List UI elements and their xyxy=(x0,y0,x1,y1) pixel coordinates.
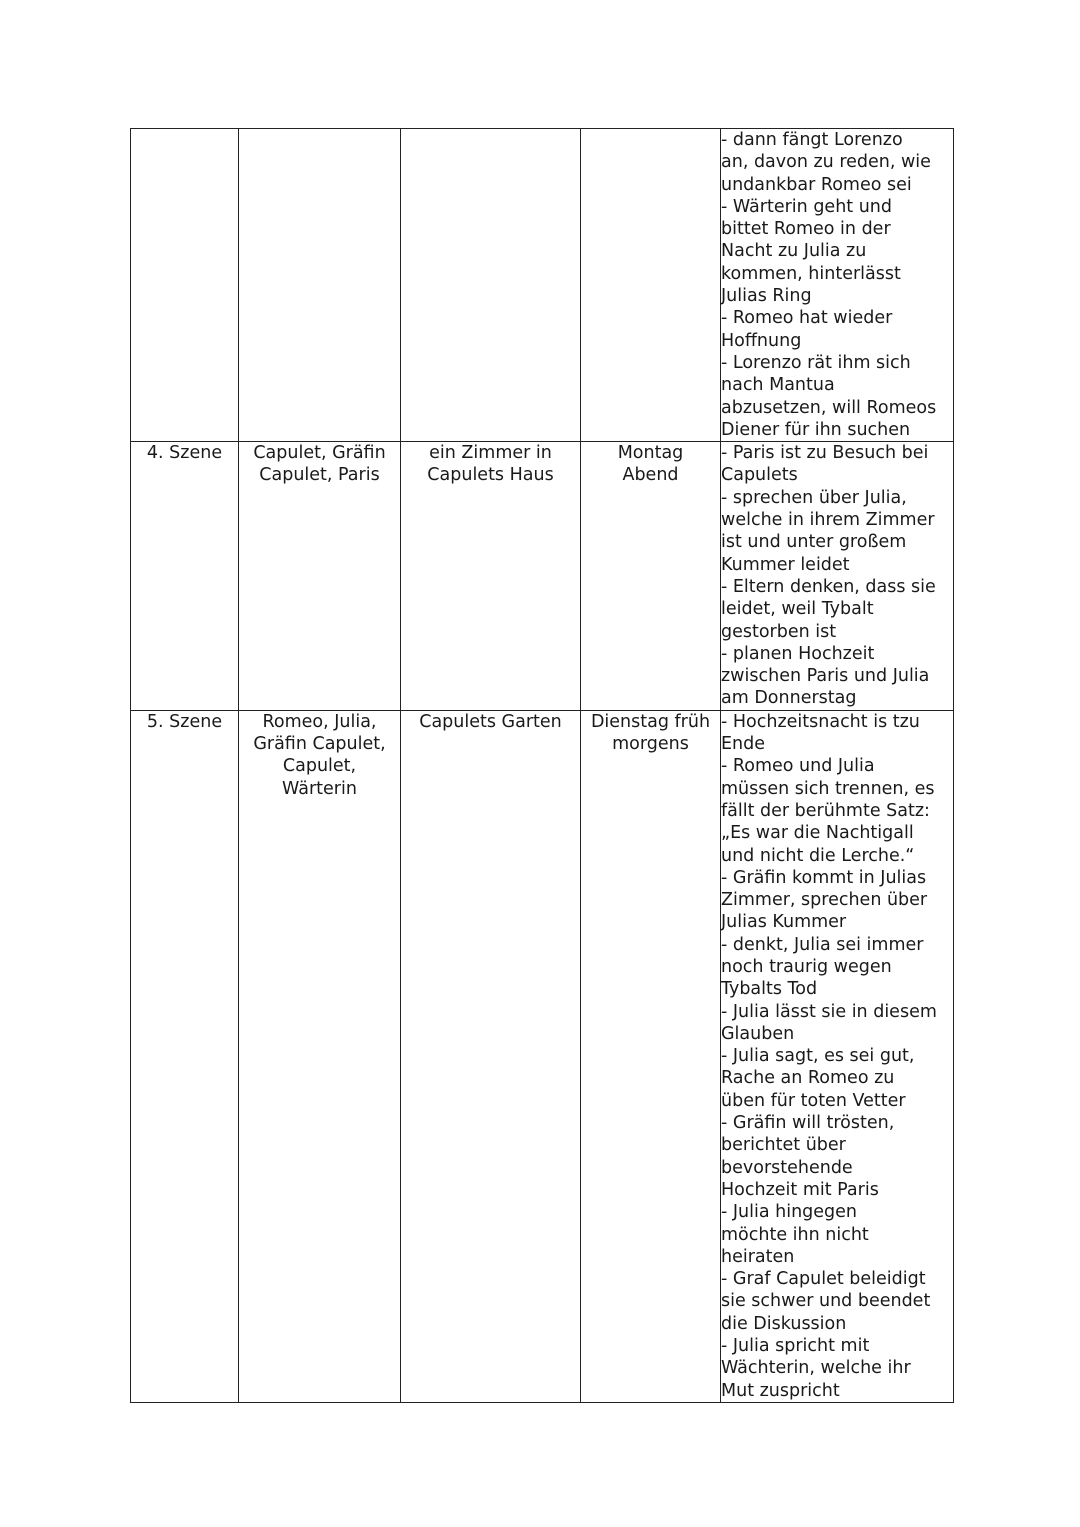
location-cell xyxy=(401,442,581,711)
cell-line: müssen sich trennen, es xyxy=(721,778,935,799)
cell-line: üben für toten Vetter xyxy=(721,1090,906,1111)
cell-line: „Es war die Nachtigall xyxy=(721,823,914,844)
cell-line: Romeo, Julia, xyxy=(262,711,377,732)
cell-line: ein Zimmer in xyxy=(429,443,552,464)
cell-line: berichtet über xyxy=(721,1135,846,1156)
cell-line: bittet Romeo in der xyxy=(721,219,891,240)
cell-line: an, davon zu reden, wie xyxy=(721,152,931,173)
cell-line: Mut zuspricht xyxy=(721,1380,840,1401)
cell-line: und nicht die Lerche.“ xyxy=(721,845,915,866)
scene-table xyxy=(130,128,954,1403)
table-row xyxy=(131,442,954,711)
time-cell xyxy=(581,710,721,1402)
cell-line: Zimmer, sprechen über xyxy=(721,890,928,911)
scene-cell: 5. Szene xyxy=(131,710,239,1402)
cell-line: am Donnerstag xyxy=(721,688,857,709)
cell-line: ist und unter großem xyxy=(721,532,907,553)
events-cell xyxy=(721,442,954,711)
cell-line: Tybalts Tod xyxy=(721,979,818,1000)
cell-line: Ende xyxy=(721,734,766,755)
cell-line: Capulets Haus xyxy=(427,465,554,486)
cell-line: - planen Hochzeit xyxy=(721,643,875,664)
cell-line: noch traurig wegen xyxy=(721,956,892,977)
cell-line: - Julia sagt, es sei gut, xyxy=(721,1046,915,1067)
cell-line: - dann fängt Lorenzo xyxy=(721,130,903,150)
cell-line: morgens xyxy=(612,734,689,755)
cell-line: - Hochzeitsnacht is tzu xyxy=(721,711,920,732)
time-cell xyxy=(581,442,721,711)
cell-line: leidet, weil Tybalt xyxy=(721,599,874,620)
cell-line: - Romeo und Julia xyxy=(721,756,875,777)
cell-line: Kummer leidet xyxy=(721,554,850,575)
events-cell xyxy=(721,710,954,1402)
cell-line: die Diskussion xyxy=(721,1313,847,1334)
cell-line: - Eltern denken, dass sie xyxy=(721,576,936,597)
cell-line: Capulets xyxy=(721,465,798,486)
cell-line: möchte ihn nicht xyxy=(721,1224,869,1245)
cell-line: fällt der berühmte Satz: xyxy=(721,800,930,821)
scene-cell xyxy=(131,129,239,442)
cell-line: - denkt, Julia sei immer xyxy=(721,934,924,955)
cell-line: - Romeo hat wieder xyxy=(721,308,893,329)
scene-cell: 4. Szene xyxy=(131,442,239,711)
cell-line: - Gräfin kommt in Julias xyxy=(721,867,927,888)
characters-cell xyxy=(239,442,401,711)
cell-line: Gräfin Capulet, xyxy=(253,734,386,755)
cell-line: Rache an Romeo zu xyxy=(721,1068,895,1089)
cell-line: Dienstag früh xyxy=(590,711,711,732)
cell-line: - Julia lässt sie in diesem xyxy=(721,1001,937,1022)
cell-line: Diener für ihn suchen xyxy=(721,419,911,440)
cell-line: Montag xyxy=(617,443,684,464)
cell-line: - Graf Capulet beleidigt xyxy=(721,1269,926,1290)
cell-line: Hochzeit mit Paris xyxy=(721,1179,879,1200)
cell-line: welche in ihrem Zimmer xyxy=(721,510,935,531)
cell-line: zwischen Paris und Julia xyxy=(721,666,930,687)
cell-line: Wächterin, welche ihr xyxy=(721,1358,911,1379)
location-cell xyxy=(401,129,581,442)
cell-line: heiraten xyxy=(721,1246,795,1267)
cell-line: nach Mantua xyxy=(721,375,835,396)
cell-line: Capulet, Paris xyxy=(259,465,380,486)
cell-line: undankbar Romeo sei xyxy=(721,174,912,195)
cell-line: sie schwer und beendet xyxy=(721,1291,931,1312)
cell-line: Glauben xyxy=(721,1023,795,1044)
cell-line: Nacht zu Julia zu xyxy=(721,241,867,262)
cell-line: Capulet, xyxy=(282,756,357,777)
events-cell xyxy=(721,129,954,442)
characters-cell xyxy=(239,129,401,442)
cell-line: bevorstehende xyxy=(721,1157,853,1178)
cell-line: - Gräfin will trösten, xyxy=(721,1113,895,1134)
cell-line: - sprechen über Julia, xyxy=(721,487,907,508)
cell-line: Wärterin xyxy=(282,778,357,799)
cell-line: kommen, hinterlässt xyxy=(721,263,901,284)
cell-line: - Julia hingegen xyxy=(721,1202,858,1223)
cell-line: - Wärterin geht und xyxy=(721,196,893,217)
cell-line: - Paris ist zu Besuch bei xyxy=(721,443,929,464)
cell-line: - Julia spricht mit xyxy=(721,1336,870,1357)
cell-line: Abend xyxy=(622,465,679,486)
characters-cell xyxy=(239,710,401,1402)
cell-line: Hoffnung xyxy=(721,330,802,351)
cell-line: Capulet, Gräfin xyxy=(253,443,386,464)
time-cell xyxy=(581,129,721,442)
table-row xyxy=(131,710,954,1402)
location-cell xyxy=(401,710,581,1402)
cell-line: abzusetzen, will Romeos xyxy=(721,397,937,418)
table-row xyxy=(131,129,954,442)
cell-line: Julias Kummer xyxy=(721,912,847,933)
cell-line: - Lorenzo rät ihm sich xyxy=(721,352,911,373)
cell-line: Capulets Garten xyxy=(419,711,562,732)
cell-line: gestorben ist xyxy=(721,621,837,642)
cell-line: Julias Ring xyxy=(721,286,812,307)
